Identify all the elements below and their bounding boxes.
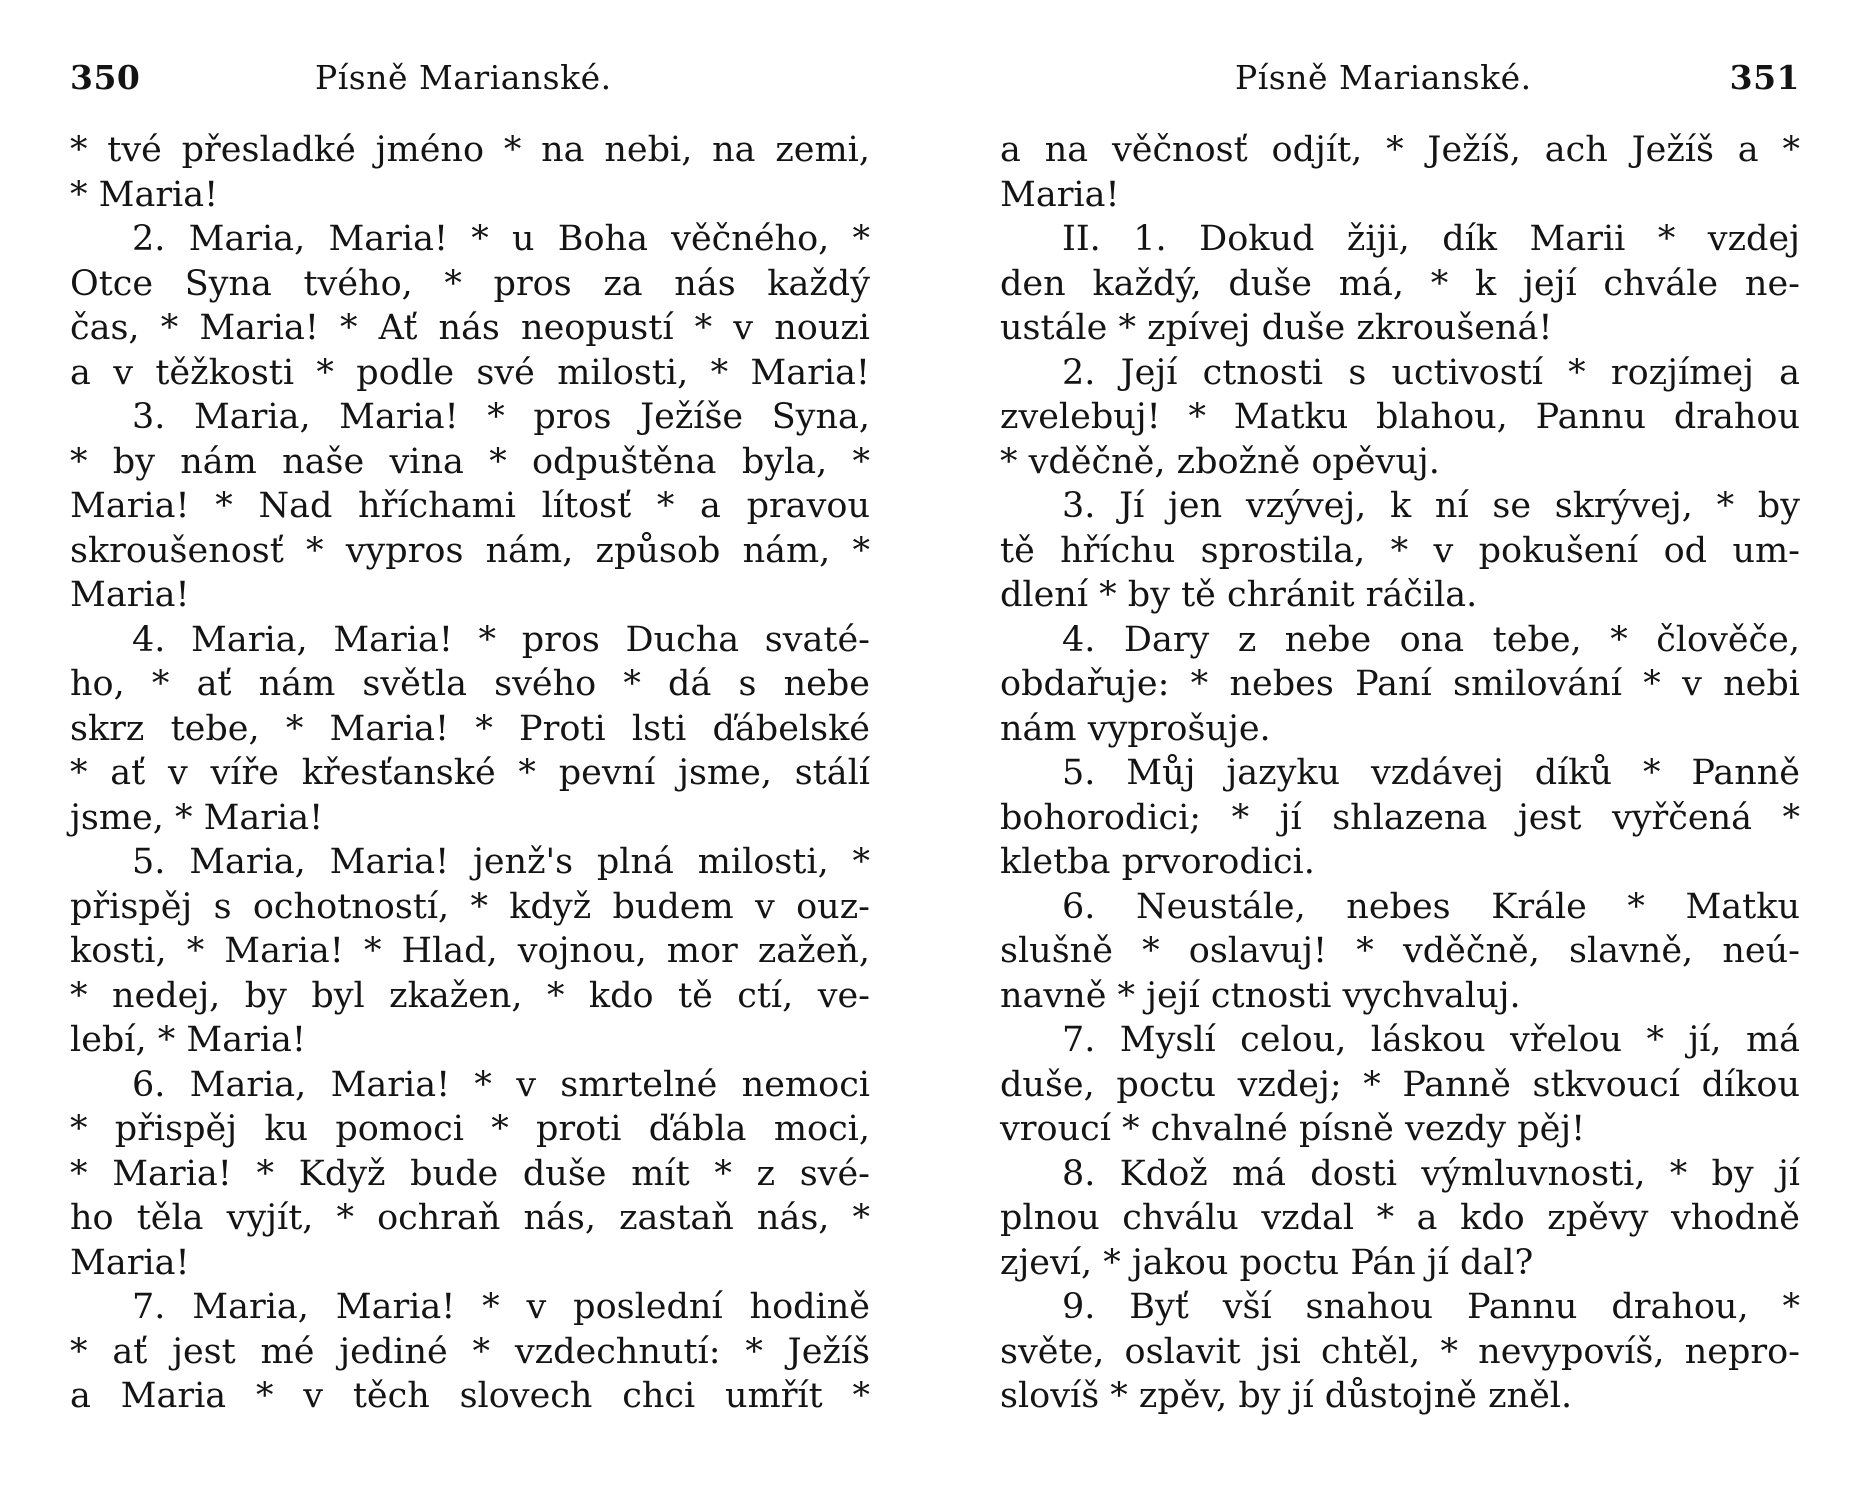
text-line: čas, * Maria! * Ať nás neopustí * v nouzi xyxy=(70,308,870,348)
left-running-head xyxy=(70,48,870,108)
text-line: 5. Maria, Maria! jenž's plná milosti, * xyxy=(132,842,870,882)
text-line: dlení * by tě chránit ráčila. xyxy=(1000,575,1478,615)
left-page-text xyxy=(70,128,870,1419)
text-line: * tvé přesladké jméno * na nebi, na zemi, xyxy=(70,130,870,170)
text-line: Otce Syna tvého, * pros za nás každý xyxy=(70,263,870,304)
text-line: slovíš * zpěv, by jí důstojně zněl. xyxy=(1000,1376,1573,1416)
text-line: * přispěj ku pomoci * proti ďábla moci, xyxy=(70,1109,870,1149)
text-line: 2. Její ctnosti s uctivostí * rozjímej a xyxy=(1062,352,1800,393)
text-line: * nedej, by byl zkažen, * kdo tě ctí, ve- xyxy=(70,975,870,1016)
text-line: Maria! xyxy=(70,575,190,615)
text-line: Maria! xyxy=(1000,174,1120,215)
text-line: zvelebuj! * Matku blahou, Pannu drahou xyxy=(1000,397,1800,437)
text-line: a na věčnosť odjít, * Ježíš, ach Ježíš a * xyxy=(1000,130,1800,170)
text-line: den každý, duše má, * k její chvále ne- xyxy=(1000,263,1800,304)
left-page-number: 350 xyxy=(70,58,141,97)
text-line: jsme, * Maria! xyxy=(70,797,324,838)
text-line: 7. Maria, Maria! * v poslední hodině xyxy=(132,1287,870,1327)
text-line: 4. Maria, Maria! * pros Ducha svaté- xyxy=(132,619,870,660)
text-line: zjeví, * jakou poctu Pán jí dal? xyxy=(1000,1242,1534,1283)
text-line: kosti, * Maria! * Hlad, vojnou, mor zažeň, xyxy=(70,931,870,971)
text-line: a Maria * v těch slovech chci umřít * xyxy=(70,1376,870,1416)
text-line: * Maria! * Když bude duše mít * z své- xyxy=(70,1153,870,1194)
text-line: navně * její ctnosti vychvaluj. xyxy=(1000,975,1521,1016)
text-line: ustále * zpívej duše zkroušená! xyxy=(1000,308,1553,348)
text-line: a v těžkosti * podle své milosti, * Maria! xyxy=(70,352,870,393)
text-line: 4. Dary z nebe ona tebe, * člověče, xyxy=(1062,619,1800,660)
text-line: 7. Myslí celou, láskou vřelou * jí, má xyxy=(1062,1020,1800,1060)
text-line: 6. Neustále, nebes Krále * Matku xyxy=(1062,886,1800,927)
text-line: ho, * ať nám světla svého * dá s nebe xyxy=(70,664,870,704)
text-line: slušně * oslavuj! * vděčně, slavně, neú- xyxy=(1000,931,1800,971)
text-line: bohorodici; * jí shlazena jest vyřčená * xyxy=(1000,797,1800,838)
text-line: tě hříchu sprostila, * v pokušení od um- xyxy=(1000,530,1800,571)
right-running-head xyxy=(1000,48,1800,108)
text-line: 3. Maria, Maria! * pros Ježíše Syna, xyxy=(132,397,870,437)
text-line: Maria! * Nad hříchami lítosť * a pravou xyxy=(70,486,870,526)
text-line: 9. Byť vší snahou Pannu drahou, * xyxy=(1062,1287,1800,1327)
left-page xyxy=(70,48,870,1419)
text-line: 5. Můj jazyku vzdávej díků * Panně xyxy=(1062,753,1800,793)
text-line: duše, poctu vzdej; * Panně stkvoucí díkou xyxy=(1000,1064,1800,1105)
text-line: nám vyprošuje. xyxy=(1000,708,1271,749)
text-line: světe, oslavit jsi chtěl, * nevypovíš, nepro- xyxy=(1000,1331,1800,1372)
text-line: skrz tebe, * Maria! * Proti lsti ďábelské xyxy=(70,708,870,749)
text-line: obdařuje: * nebes Paní smilování * v nebi xyxy=(1000,664,1800,704)
text-line: Maria! xyxy=(70,1242,190,1283)
text-line: plnou chválu vzdal * a kdo zpěvy vhodně xyxy=(1000,1198,1800,1238)
text-line: vroucí * chvalné písně vezdy pěj! xyxy=(1000,1109,1586,1149)
text-line: * ať v víře křesťanské * pevní jsme, stálí xyxy=(70,753,870,793)
right-page xyxy=(1000,48,1800,1419)
text-line: 6. Maria, Maria! * v smrtelné nemoci xyxy=(132,1064,870,1105)
text-line: 3. Jí jen vzývej, k ní se skrývej, * by xyxy=(1062,486,1800,526)
text-line: * vděčně, zbožně opěvuj. xyxy=(1000,441,1440,482)
right-running-title: Písně Marianské. xyxy=(1235,58,1532,97)
left-running-title: Písně Marianské. xyxy=(315,58,612,97)
text-line: ho těla vyjít, * ochraň nás, zastaň nás, * xyxy=(70,1198,870,1238)
text-line: II. 1. Dokud žiji, dík Marii * vzdej xyxy=(1062,219,1800,259)
text-line: kletba prvorodici. xyxy=(1000,842,1315,882)
text-line: lebí, * Maria! xyxy=(70,1020,306,1060)
text-line: * by nám naše vina * odpuštěna byla, * xyxy=(70,441,870,482)
text-line: přispěj s ochotností, * když budem v ouz- xyxy=(70,886,870,927)
text-line: * ať jest mé jediné * vzdechnutí: * Ježíš xyxy=(70,1331,870,1372)
text-line: 2. Maria, Maria! * u Boha věčného, * xyxy=(132,219,870,259)
right-page-text xyxy=(1000,128,1800,1419)
text-line: 8. Kdož má dosti výmluvnosti, * by jí xyxy=(1062,1153,1800,1194)
text-line: * Maria! xyxy=(70,174,219,215)
text-line: skroušenosť * vypros nám, způsob nám, * xyxy=(70,530,870,571)
right-page-number: 351 xyxy=(1729,58,1800,97)
